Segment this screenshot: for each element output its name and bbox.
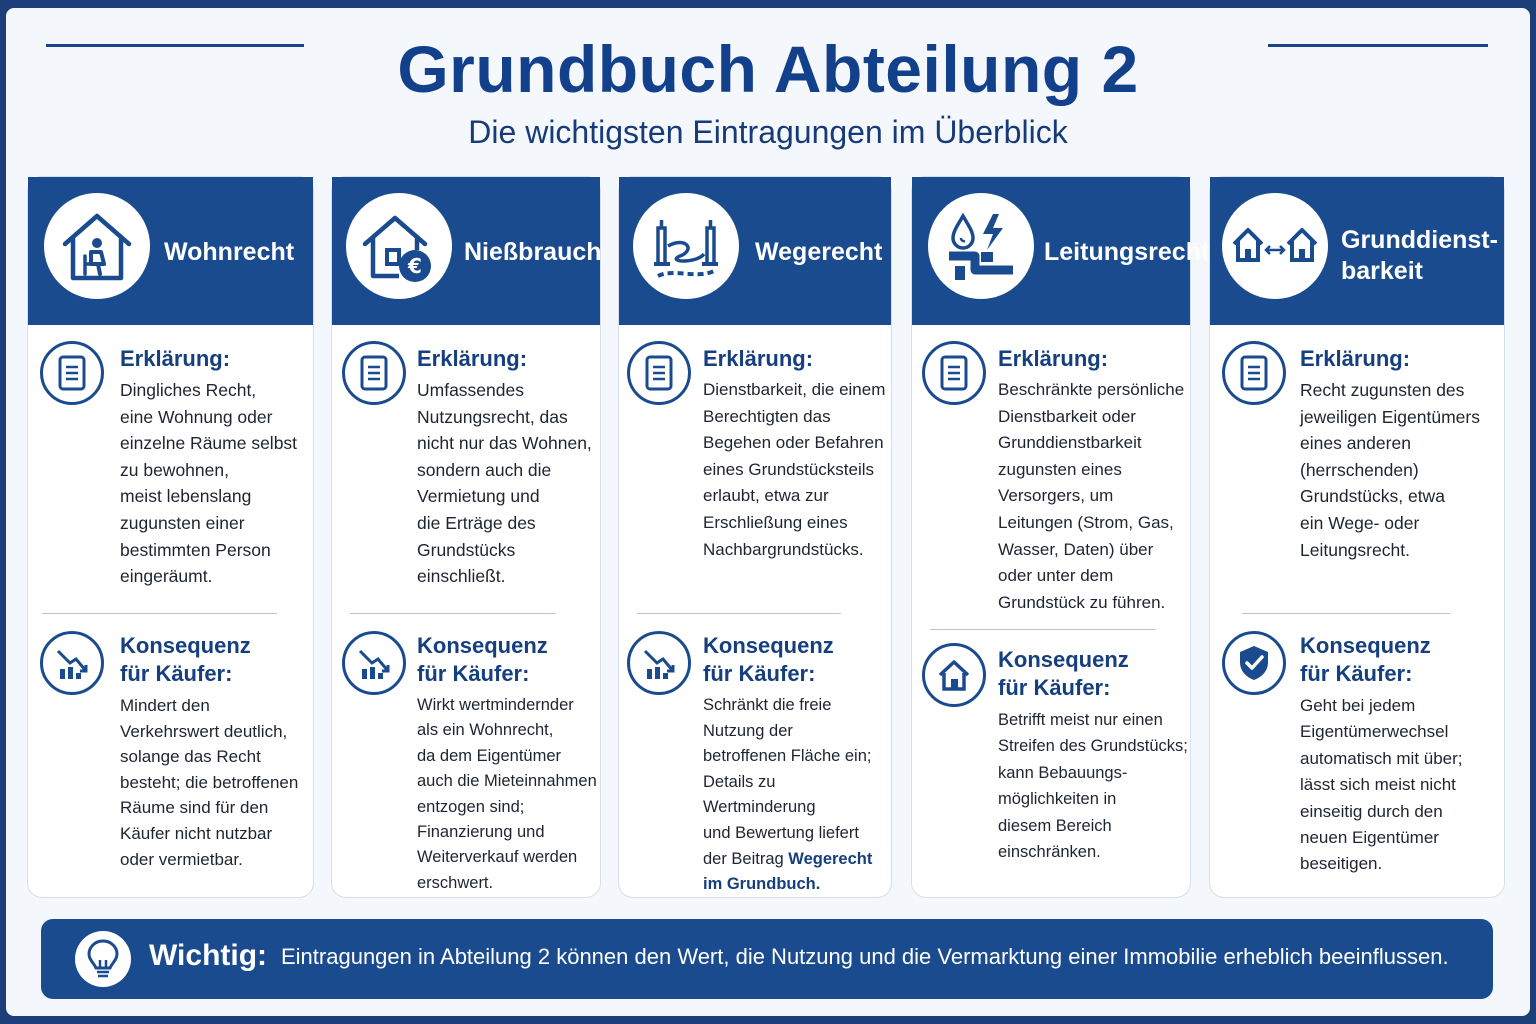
card-title bbox=[464, 237, 602, 268]
text-line: zu bewohnen, bbox=[120, 459, 229, 480]
card-title-line: Wegerecht bbox=[755, 238, 883, 266]
consequence-text bbox=[1300, 693, 1463, 878]
wegerecht-article-link[interactable]: Wegerecht bbox=[788, 849, 873, 868]
text-line: Nutzungsrecht, das bbox=[417, 406, 568, 427]
card-header bbox=[1210, 177, 1504, 325]
text-line: da dem Eigentümer bbox=[417, 746, 561, 765]
page-title: Grundbuch Abteilung 2 bbox=[397, 32, 1139, 106]
consequence-text bbox=[120, 693, 298, 872]
explanation-label: Erklärung: bbox=[417, 346, 528, 371]
section-divider bbox=[42, 613, 277, 614]
text-line: Grunddienstbarkeit bbox=[998, 433, 1142, 453]
shield-check-icon bbox=[1222, 631, 1286, 695]
card-leitungsrecht bbox=[912, 177, 1210, 897]
text-line: lässt sich meist nicht bbox=[1300, 775, 1456, 795]
path-posts-icon bbox=[633, 193, 739, 299]
text-line: Räume sind für den bbox=[120, 798, 269, 818]
text-line: Begehen oder Befahren bbox=[703, 433, 884, 453]
text-line: solange das Recht bbox=[120, 747, 261, 767]
house-euro-icon bbox=[346, 193, 452, 299]
card-header bbox=[912, 177, 1210, 325]
consequence-label bbox=[120, 632, 251, 688]
card-title bbox=[755, 237, 882, 268]
explanation-label: Erklärung: bbox=[998, 346, 1109, 371]
label-line: für Käufer: bbox=[417, 661, 530, 686]
label-line: Konsequenz bbox=[998, 647, 1129, 672]
label-line: für Käufer: bbox=[703, 661, 816, 686]
text-line: eines Grundstücksteils bbox=[703, 459, 875, 479]
document-icon bbox=[1222, 341, 1286, 405]
text-line: oder unter dem bbox=[998, 566, 1114, 586]
consequence-label bbox=[998, 646, 1129, 702]
text-line: bestimmten Person bbox=[120, 539, 271, 560]
text-line: besteht; die betroffenen bbox=[120, 772, 299, 792]
consequence-label bbox=[1300, 632, 1431, 688]
explanation-text bbox=[703, 377, 885, 563]
document-icon bbox=[342, 341, 406, 405]
value-decline-icon bbox=[342, 631, 406, 695]
text-line: Berechtigten das bbox=[703, 406, 831, 426]
text-line: (herrschenden) bbox=[1300, 459, 1419, 480]
card-niessbrauch bbox=[332, 177, 600, 897]
document-icon bbox=[40, 341, 104, 405]
text-line: Betrifft meist nur einen bbox=[998, 711, 1163, 729]
label-line: Konsequenz bbox=[703, 633, 834, 658]
section-divider bbox=[350, 613, 556, 614]
text-line: Streifen des Grundstücks; bbox=[998, 737, 1188, 756]
text-line: Wasser, Daten) über bbox=[998, 539, 1154, 559]
text-line: zugunsten eines bbox=[998, 459, 1122, 479]
text-line: Weiterverkauf werden bbox=[417, 848, 578, 867]
document-icon bbox=[922, 341, 986, 405]
section-divider bbox=[930, 629, 1156, 630]
section-divider bbox=[637, 613, 841, 614]
text-line: neuen Eigentümer bbox=[1300, 828, 1439, 848]
text-line: beseitigen. bbox=[1300, 854, 1383, 874]
explanation-text bbox=[120, 377, 297, 590]
text-line: Nutzung der bbox=[703, 721, 793, 740]
text-line: kann Bebauungs- bbox=[998, 763, 1128, 782]
text-line: erlaubt, etwa zur bbox=[703, 486, 829, 506]
text-line: Recht zugunsten des bbox=[1300, 380, 1465, 400]
card-header bbox=[28, 177, 313, 325]
text-line bbox=[703, 847, 891, 873]
text-line: Umfassendes bbox=[417, 380, 524, 400]
text-line: Grundstück zu führen. bbox=[998, 592, 1166, 612]
document-icon bbox=[627, 341, 691, 405]
explanation-label: Erklärung: bbox=[120, 346, 231, 371]
lightbulb-icon bbox=[75, 931, 131, 987]
card-title-line: Leitungsrecht bbox=[1044, 238, 1210, 266]
text-fragment: der Beitrag bbox=[703, 849, 789, 868]
card-grunddienstbarkeit bbox=[1210, 177, 1504, 897]
house-person-icon bbox=[44, 193, 150, 299]
text-line bbox=[703, 872, 891, 898]
label-line: Konsequenz bbox=[1300, 633, 1431, 658]
text-line: Grundstücks einschließt. bbox=[417, 539, 516, 587]
text-line: diesem Bereich bbox=[998, 816, 1112, 835]
value-decline-icon bbox=[40, 631, 104, 695]
text-line: Finanzierung und bbox=[417, 823, 545, 842]
text-line: Dienstbarkeit, die einem bbox=[703, 380, 886, 399]
value-decline-icon bbox=[627, 631, 691, 695]
card-wegerecht bbox=[619, 177, 891, 897]
text-line: Wirkt wertmindernder bbox=[417, 696, 574, 714]
text-line: Verkehrswert deutlich, bbox=[120, 721, 288, 741]
utility-lines-icon bbox=[928, 193, 1034, 299]
text-line: Versorgers, um bbox=[998, 486, 1114, 506]
banner-label: Wichtig: bbox=[149, 939, 268, 972]
text-line: entzogen sind; bbox=[417, 797, 525, 816]
house-icon bbox=[922, 643, 986, 707]
card-title bbox=[1341, 225, 1498, 287]
card-title-line: Nießbrauch bbox=[464, 238, 602, 266]
important-banner bbox=[41, 919, 1493, 999]
explanation-text bbox=[1300, 377, 1480, 563]
label-line: Konsequenz bbox=[120, 633, 251, 658]
card-title bbox=[1044, 237, 1209, 268]
card-title-line: Wohnrecht bbox=[164, 238, 295, 266]
explanation-text bbox=[417, 377, 600, 590]
text-line: und Bewertung liefert bbox=[703, 823, 859, 842]
text-line: ein Wege- oder bbox=[1300, 512, 1420, 533]
text-line: Grundstücks, etwa bbox=[1300, 486, 1445, 507]
text-line: oder vermietbar. bbox=[120, 849, 243, 869]
text-line: Dingliches Recht, bbox=[120, 380, 257, 400]
title-row bbox=[0, 24, 1536, 114]
text-line: zugunsten einer bbox=[120, 512, 245, 533]
text-line: Eigentümerwechsel bbox=[1300, 722, 1449, 742]
consequence-text bbox=[998, 707, 1188, 865]
explanation-label: Erklärung: bbox=[703, 346, 814, 371]
label-line: für Käufer: bbox=[1300, 661, 1413, 686]
text-line: Details zu Wertminderung bbox=[703, 772, 816, 817]
consequence-label bbox=[417, 632, 548, 688]
text-line: Leitungsrecht. bbox=[1300, 539, 1410, 560]
label-line: für Käufer: bbox=[998, 675, 1111, 700]
text-line: einzelne Räume selbst bbox=[120, 433, 298, 454]
text-line: Beschränkte persönliche bbox=[998, 380, 1185, 399]
consequence-label bbox=[703, 632, 834, 688]
text-line: Geht bei jedem bbox=[1300, 696, 1416, 715]
section-divider bbox=[1242, 613, 1450, 614]
card-title-line: barkeit bbox=[1341, 257, 1423, 285]
text-line: eine Wohnung oder bbox=[120, 406, 273, 427]
card-wohnrecht bbox=[28, 177, 313, 897]
text-line: meist lebenslang bbox=[120, 486, 252, 507]
text-line: die Erträge des bbox=[417, 512, 536, 533]
text-line: sondern auch die bbox=[417, 459, 552, 480]
explanation-text bbox=[998, 377, 1184, 616]
card-header bbox=[332, 177, 600, 325]
text-line: eingeräumt. bbox=[120, 566, 213, 587]
text-line: als ein Wohnrecht, bbox=[417, 721, 554, 740]
text-line: Käufer nicht nutzbar bbox=[120, 823, 273, 843]
text-line: möglichkeiten in bbox=[998, 790, 1117, 809]
text-line: erschwert. bbox=[417, 873, 494, 892]
page-subtitle: Die wichtigsten Eintragungen im Überblick bbox=[468, 114, 1068, 150]
wegerecht-article-link-cont[interactable]: im Grundbuch. bbox=[703, 875, 821, 894]
banner-text: Eintragungen in Abteilung 2 können den Wert, die Nutzung und die Vermarktung einer Immobilie erheblich beeinflussen. bbox=[281, 944, 1449, 969]
text-line: Leitungen (Strom, Gas, bbox=[998, 512, 1174, 532]
text-line: einschränken. bbox=[998, 843, 1101, 862]
svg-text:€: € bbox=[408, 254, 422, 278]
text-line: eines anderen bbox=[1300, 433, 1411, 454]
label-line: Konsequenz bbox=[417, 633, 548, 658]
card-title bbox=[164, 237, 294, 268]
consequence-text bbox=[417, 693, 597, 896]
text-line: auch die Mieteinnahmen bbox=[417, 772, 597, 791]
card-header bbox=[619, 177, 891, 325]
card-title-line: Grunddienst- bbox=[1341, 226, 1498, 254]
label-line: für Käufer: bbox=[120, 661, 233, 686]
text-line: betroffenen Fläche ein; bbox=[703, 747, 872, 766]
text-line: nicht nur das Wohnen, bbox=[417, 433, 592, 454]
text-line: Mindert den bbox=[120, 696, 210, 715]
text-line: Erschließung eines bbox=[703, 512, 848, 532]
text-line: jeweiligen Eigentümers bbox=[1300, 406, 1480, 427]
text-line: Nachbargrundstücks. bbox=[703, 539, 864, 559]
explanation-label: Erklärung: bbox=[1300, 346, 1411, 371]
text-line: Dienstbarkeit oder bbox=[998, 406, 1136, 426]
text-line: einseitig durch den bbox=[1300, 801, 1443, 821]
consequence-text bbox=[703, 693, 891, 898]
text-line: automatisch mit über; bbox=[1300, 748, 1463, 768]
text-line: Vermietung und bbox=[417, 486, 540, 507]
two-houses-arrow-icon bbox=[1222, 193, 1328, 299]
text-line: Schränkt die freie bbox=[703, 696, 832, 714]
